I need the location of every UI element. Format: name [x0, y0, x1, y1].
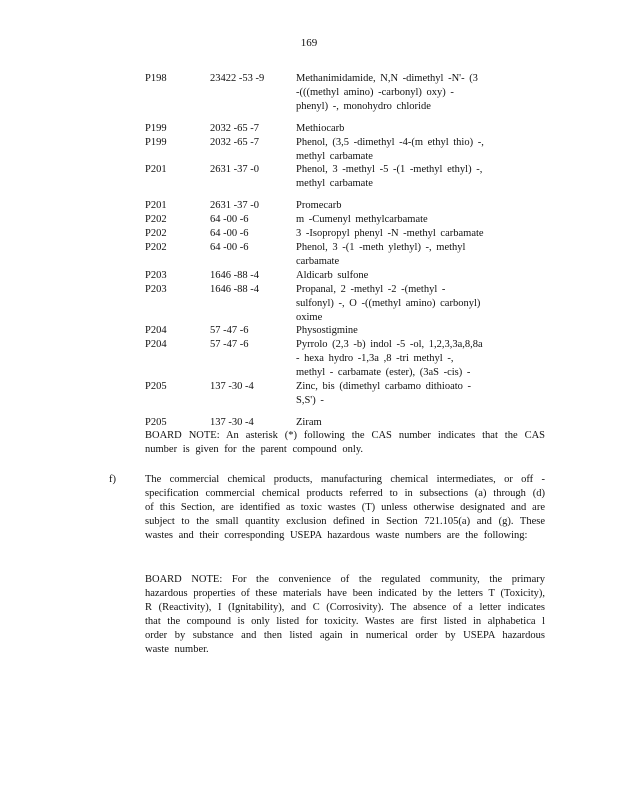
cas-number: 137 -30 -4	[210, 381, 254, 393]
waste-number: P198	[145, 73, 167, 84]
waste-number: P203	[145, 269, 167, 281]
waste-number: P204	[145, 325, 167, 337]
waste-number: P202	[145, 214, 167, 226]
table-row	[145, 380, 545, 408]
cas-number: 2631 -37 -0	[210, 200, 259, 212]
substance-name: m -Cumenyl methylcarbamate	[296, 214, 428, 226]
table-row	[145, 241, 545, 269]
subsection-label: f)	[109, 474, 116, 485]
substance-name: Promecarb	[296, 200, 342, 212]
table-row	[145, 213, 545, 227]
waste-number: P205	[145, 416, 167, 428]
cas-number: 2631 -37 -0	[210, 164, 259, 176]
substance-name: Methiocarb	[296, 122, 345, 134]
cas-number: 64 -00 -6	[210, 241, 249, 253]
board-note-cas: BOARD NOTE: An asterisk (*) following the CAS number indicates that the CAS number is given for the parent compound only.	[145, 430, 545, 455]
waste-number: P204	[145, 339, 167, 351]
table-row	[145, 283, 545, 325]
table-row	[145, 199, 545, 213]
table-row	[145, 338, 545, 380]
cas-number: 2032 -65 -7	[210, 122, 259, 134]
cas-number: 64 -00 -6	[210, 228, 249, 240]
substance-name: Phenol, (3,5 -dimethyl -4-(m ethyl thio) -, methyl carbamate	[296, 136, 484, 162]
table-row	[145, 163, 545, 191]
table-row	[145, 72, 545, 114]
table-row	[145, 416, 545, 430]
substance-name: Physostigmine	[296, 325, 358, 337]
substance-name: Aldicarb sulfone	[296, 269, 369, 281]
table-row	[145, 136, 545, 164]
substance-name: Phenol, 3 -(1 -meth ylethyl) -, methyl carbamate	[296, 241, 466, 267]
board-note-hazard: BOARD NOTE: For the convenience of the regulated community, the primary hazardous properties of these materials have been indicated by the letters T (Toxicity), R (Reactivity), I (Ignitability), and C (Corrosivity). The absence of a letter indicates that the compound is only listed for toxicity. Wastes are first listed in alphabetica l order by substance and then listed again in numerical order by USEPA hazardous waste number.	[145, 574, 545, 655]
substance-name: Pyrrolo (2,3 -b) indol -5 -ol, 1,2,3,3a,8,8a - hexa hydro -1,3a ,8 -tri methyl -, methyl - carbamate (ester), (3aS -cis) -	[296, 339, 483, 379]
table-row	[145, 324, 545, 338]
substance-name: Phenol, 3 -methyl -5 -(1 -methyl ethyl) -, methyl carbamate	[296, 164, 483, 190]
cas-number: 1646 -88 -4	[210, 283, 259, 295]
waste-number: P205	[145, 381, 167, 393]
page-number: 169	[300, 37, 318, 49]
substance-name: Propanal, 2 -methyl -2 -(methyl - sulfonyl) -, O -((methyl amino) carbonyl) oxime	[296, 283, 481, 323]
substance-name: 3 -Isopropyl phenyl -N -methyl carbamate	[296, 228, 484, 240]
table-row	[145, 227, 545, 241]
cas-number: 137 -30 -4	[210, 416, 254, 428]
cas-number: 64 -00 -6	[210, 214, 249, 226]
waste-number: P203	[145, 283, 167, 295]
waste-number: P202	[145, 241, 167, 253]
waste-number: P201	[145, 164, 167, 176]
waste-number: P199	[145, 122, 167, 134]
substance-name: Methanimidamide, N,N -dimethyl -N'- (3 -(((methyl amino) -carbonyl) oxy) - phenyl) -, monohydro chloride	[296, 73, 478, 112]
substance-name: Zinc, bis (dimethyl carbamo dithioato - S,S') -	[296, 381, 472, 406]
substance-name: Ziram	[296, 416, 322, 428]
cas-number: 57 -47 -6	[210, 339, 249, 351]
table-row	[145, 122, 545, 136]
cas-number: 23422 -53 -9	[210, 73, 265, 84]
cas-number: 2032 -65 -7	[210, 136, 259, 148]
waste-number: P199	[145, 136, 167, 148]
waste-number: P201	[145, 200, 167, 212]
waste-number: P202	[145, 228, 167, 240]
cas-number: 57 -47 -6	[210, 325, 249, 337]
subsection-f-text: The commercial chemical products, manufacturing chemical intermediates, or off - specification commercial chemical products referred to in subsections (a) through (d) of this Section, are identified as toxic wastes (T) unless otherwise designated and are subject to the small quantity exclusion defined in Section 721.105(a) and (g). These wastes and their corresponding USEPA hazardous waste numbers are the following:	[145, 474, 545, 541]
table-row	[145, 269, 545, 283]
cas-number: 1646 -88 -4	[210, 269, 259, 281]
waste-table	[145, 72, 545, 430]
